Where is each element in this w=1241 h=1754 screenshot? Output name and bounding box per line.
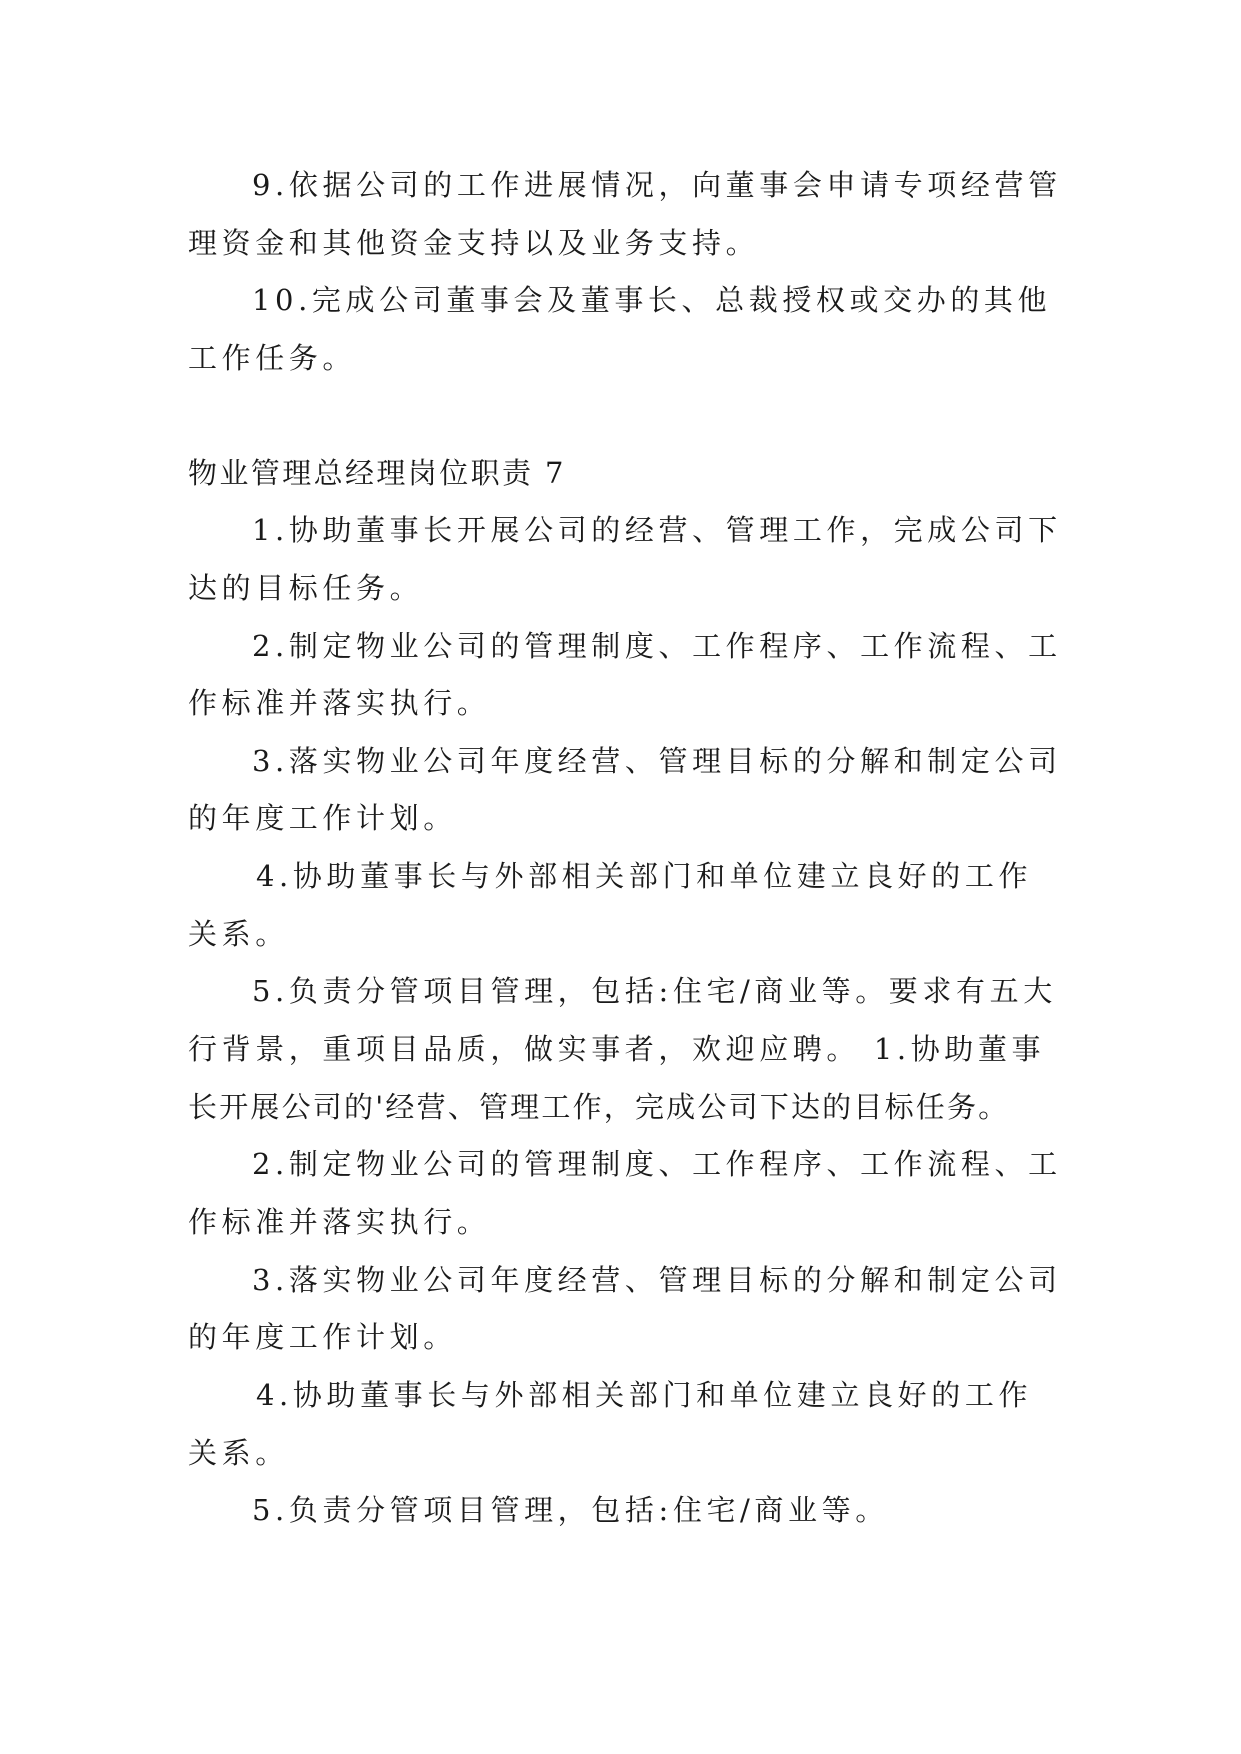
text-line: 行背景，重项目品质，做实事者，欢迎应聘。 1.协助董事 [188,1032,1046,1066]
text-line: 的年度工作计划。 [188,1320,457,1354]
text-line: 的年度工作计划。 [188,801,457,835]
paragraph-item-10-line-2: 工作任务。 [188,341,357,375]
text-line: 3.落实物业公司年度经营、管理目标的分解和制定公司 [252,744,1062,778]
text-line: 5.负责分管项目管理，包括:住宅/商业等。 [252,1493,889,1527]
paragraph-item-9-line-2: 理资金和其他资金支持以及业务支持。 [188,226,760,260]
text-line: 2.制定物业公司的管理制度、工作程序、工作流程、工 [252,629,1062,663]
text-line: 3.落实物业公司年度经营、管理目标的分解和制定公司 [252,1263,1062,1297]
text-line: 达的目标任务。 [188,571,424,605]
section-heading: 物业管理总经理岗位职责 7 [188,456,566,490]
paragraph-item-9-line-1: 9.依据公司的工作进展情况，向董事会申请专项经营管 [252,168,1062,202]
text-line: 作标准并落实执行。 [188,686,491,720]
text-line: 长开展公司的'经营、管理工作，完成公司下达的目标任务。 [188,1090,1010,1124]
text-line: 1.协助董事长开展公司的经营、管理工作，完成公司下 [252,513,1062,547]
text-line: 关系。 [188,1436,289,1470]
paragraph-item-10-line-1: 10.完成公司董事会及董事长、总裁授权或交办的其他 [252,283,1052,317]
text-line: 4.协助董事长与外部相关部门和单位建立良好的工作 [256,859,1033,893]
text-line: 2.制定物业公司的管理制度、工作程序、工作流程、工 [252,1147,1062,1181]
text-line: 关系。 [188,917,289,951]
text-line: 4.协助董事长与外部相关部门和单位建立良好的工作 [256,1378,1033,1412]
text-line: 作标准并落实执行。 [188,1205,491,1239]
text-line: 5.负责分管项目管理，包括:住宅/商业等。要求有五大 [252,974,1057,1008]
